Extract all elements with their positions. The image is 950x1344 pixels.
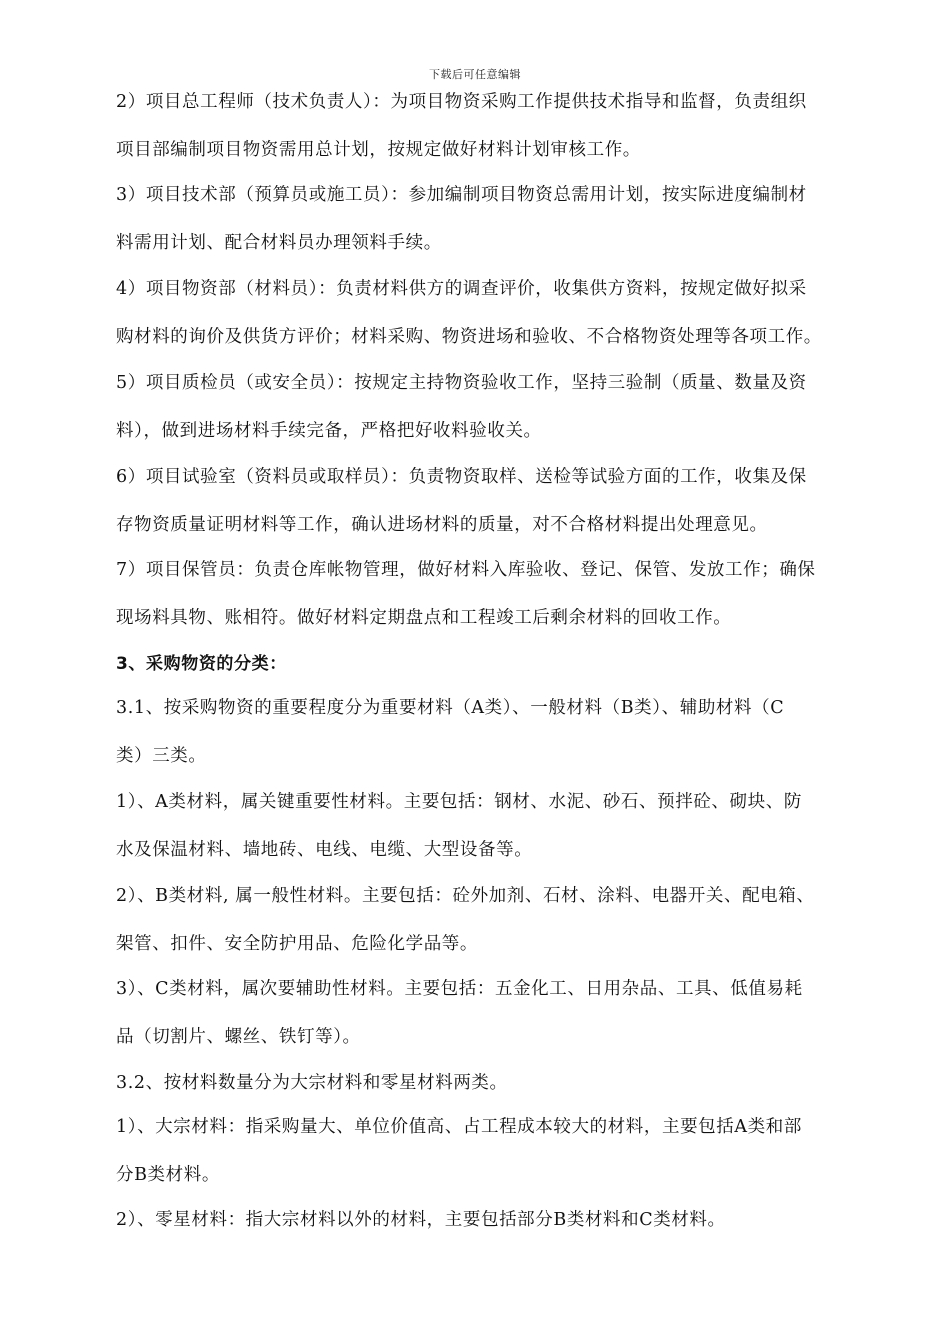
text-line: 3）、C类材料，属次要辅助性材料。主要包括：五金化工、日用杂品、工具、低值易耗	[116, 979, 803, 999]
page-header: 下载后可任意编辑	[429, 68, 521, 81]
text-line: 项目部编制项目物资需用总计划，按规定做好材料计划审核工作。	[116, 140, 641, 160]
text-line: 3）项目技术部（预算员或施工员）：参加编制项目物资总需用计划，按实际进度编制材	[116, 185, 807, 205]
text-line: 2）、B类材料, 属一般性材料。主要包括：砼外加剂、石材、涂料、电器开关、配电箱、	[116, 886, 815, 906]
text-line: 2）项目总工程师（技术负责人）：为项目物资采购工作提供技术指导和监督，负责组织	[116, 92, 807, 112]
section-heading: 3、采购物资的分类：	[116, 654, 287, 674]
text-line: 5）项目质检员（或安全员）：按规定主持物资验收工作，坚持三验制（质量、数量及资	[116, 373, 807, 393]
text-line: 7）项目保管员：负责仓库帐物管理，做好材料入库验收、登记、保管、发放工作；确保	[116, 560, 816, 580]
text-line: 架管、扣件、安全防护用品、危险化学品等。	[116, 934, 478, 954]
text-line: 1）、A类材料，属关键重要性材料。主要包括：钢材、水泥、砂石、预拌砼、砌块、防	[116, 792, 802, 812]
text-line: 料需用计划、配合材料员办理领料手续。	[116, 233, 442, 253]
text-line: 类）三类。	[116, 746, 207, 766]
text-line: 料），做到进场材料手续完备，严格把好收料验收关。	[116, 421, 542, 441]
text-line: 品（切割片、螺丝、铁钉等）。	[116, 1027, 361, 1047]
text-line: 现场料具物、账相符。做好材料定期盘点和工程竣工后剩余材料的回收工作。	[116, 608, 732, 628]
text-line: 2）、零星材料：指大宗材料以外的材料，主要包括部分B类材料和C类材料。	[116, 1210, 726, 1230]
text-line: 存物资质量证明材料等工作，确认进场材料的质量，对不合格材料提出处理意见。	[116, 515, 768, 535]
text-line: 分B类材料。	[116, 1165, 220, 1185]
text-line: 水及保温材料、墙地砖、电线、电缆、大型设备等。	[116, 840, 533, 860]
text-line: 购材料的询价及供货方评价；材料采购、物资进场和验收、不合格物资处理等各项工作。	[116, 327, 822, 347]
text-line: 4）项目物资部（材料员）：负责材料供方的调查评价，收集供方资料，按规定做好拟采	[116, 279, 807, 299]
text-line: 1）、大宗材料：指采购量大、单位价值高、占工程成本较大的材料，主要包括A类和部	[116, 1117, 802, 1137]
text-line: 6）项目试验室（资料员或取样员）：负责物资取样、送检等试验方面的工作，收集及保	[116, 467, 807, 487]
text-line: 3.2、按材料数量分为大宗材料和零星材料两类。	[116, 1073, 508, 1093]
text-line: 3.1、按采购物资的重要程度分为重要材料（A类）、一般材料（B类）、辅助材料（C	[116, 698, 785, 718]
